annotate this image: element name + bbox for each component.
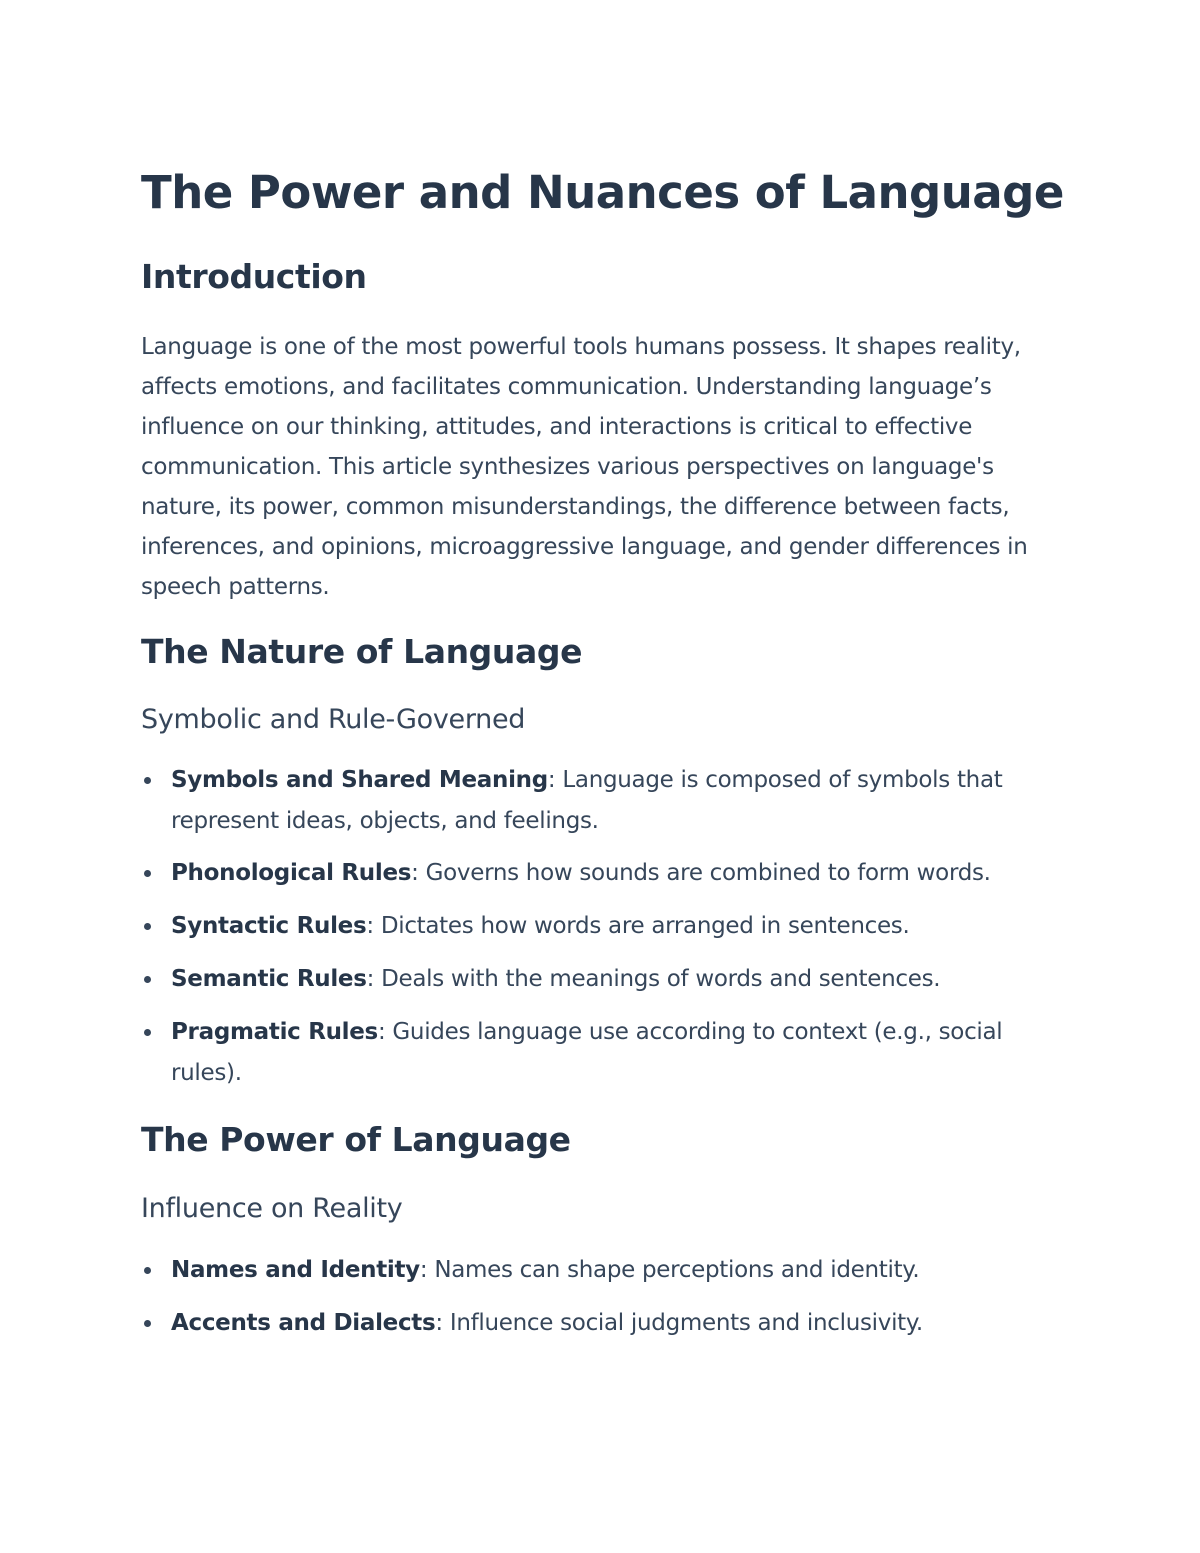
section-heading-introduction: Introduction	[141, 257, 367, 296]
bullet-icon	[144, 870, 151, 877]
item-term: Names and Identity	[171, 1257, 420, 1283]
item-term: Symbols and Shared Meaning	[171, 767, 548, 793]
item-term: Syntactic Rules	[171, 913, 367, 939]
list-item	[141, 1303, 1061, 1344]
bullet-icon	[144, 1267, 151, 1274]
bullet-icon	[144, 1029, 151, 1036]
item-description: : Influence social judgments and inclusivity.	[435, 1310, 923, 1336]
list-item	[141, 959, 1061, 1000]
item-description: : Governs how sounds are combined to form words.	[411, 860, 991, 886]
section-heading-nature: The Nature of Language	[141, 632, 583, 671]
item-description: : Names can shape perceptions and identity.	[419, 1257, 920, 1283]
list-item	[141, 760, 1061, 842]
item-description: : Deals with the meanings of words and sentences.	[366, 966, 941, 992]
section-heading-power: The Power of Language	[141, 1120, 571, 1159]
item-term: Pragmatic Rules	[171, 1019, 378, 1045]
item-term: Semantic Rules	[171, 966, 367, 992]
introduction-paragraph: Language is one of the most powerful tools humans possess. It shapes reality, affects emotions, and facilitates communication. Understanding language’s influence on our thinking, attitudes, and interactions is critical to effective communication. This article synthesizes various perspectives on language's nature, its power, common misunderstandings, the difference between facts, inferences, and opinions, microaggressive language, and gender differences in speech patterns.	[141, 334, 1028, 600]
list-item	[141, 853, 1061, 894]
bullet-icon	[144, 1320, 151, 1327]
bullet-icon	[144, 976, 151, 983]
item-description: : Dictates how words are arranged in sentences.	[366, 913, 910, 939]
item-term: Phonological Rules	[171, 860, 412, 886]
item-description: : Guides language use according to context (e.g., social rules).	[171, 1019, 1003, 1086]
bullet-icon	[144, 777, 151, 784]
list-item	[141, 906, 1061, 947]
bullet-icon	[144, 923, 151, 930]
list-item	[141, 1012, 1061, 1094]
subheading-influence-on-reality: Influence on Reality	[141, 1193, 403, 1224]
document-title: The Power and Nuances of Language	[141, 166, 1064, 219]
subheading-symbolic-rule-governed: Symbolic and Rule-Governed	[141, 704, 526, 735]
item-term: Accents and Dialects	[171, 1310, 436, 1336]
list-item	[141, 1250, 1061, 1291]
item-description: : Language is composed of symbols that represent ideas, objects, and feelings.	[171, 767, 1003, 834]
